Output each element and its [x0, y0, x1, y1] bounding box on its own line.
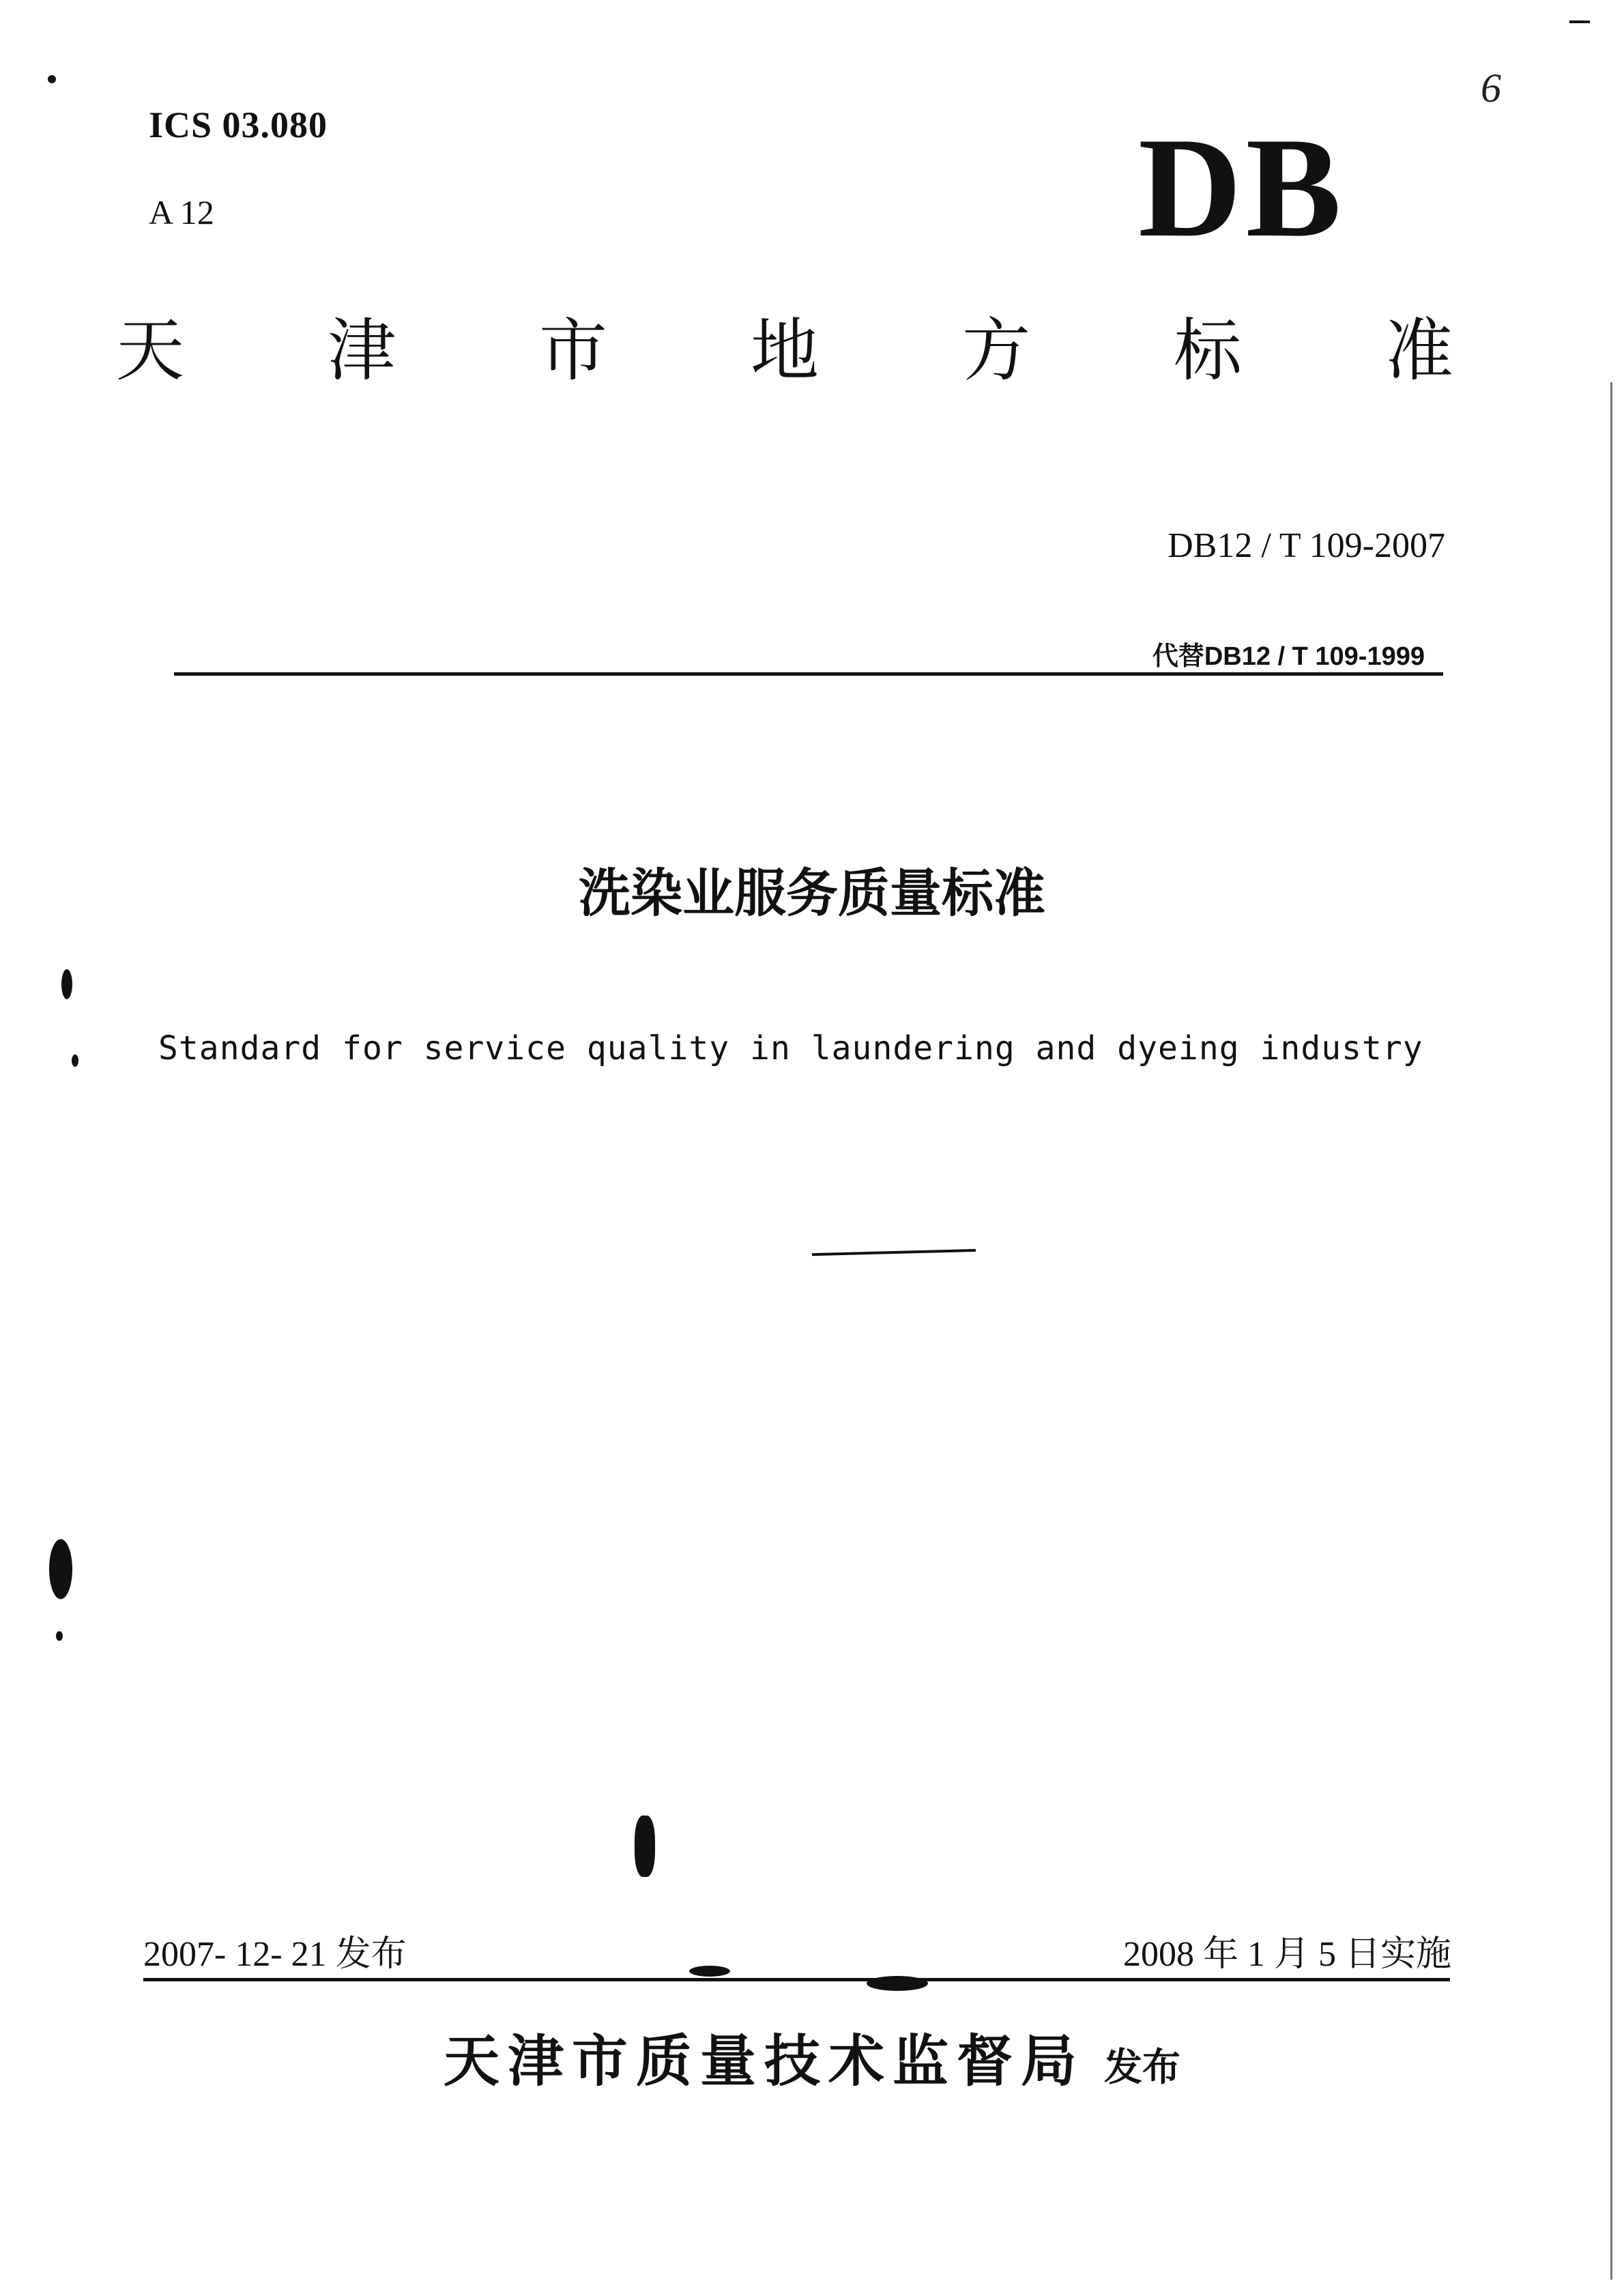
issue-date: 2007- 12- 21 发布 [143, 1935, 407, 1974]
scan-speck [49, 1539, 72, 1599]
heading-char: 方 [962, 311, 1030, 390]
heading-char: 标 [1174, 311, 1242, 390]
scan-speck [72, 1055, 78, 1067]
db-logo: DB [1138, 109, 1346, 267]
scan-speck [56, 1631, 63, 1641]
issuing-authority [0, 2017, 1624, 2097]
title-chinese: 洗染业服务质量标准 [579, 863, 1045, 923]
replaces-standard: 代替DB12 / T 109-1999 [1152, 642, 1425, 671]
footer-divider [143, 1978, 1450, 1981]
heading-char: 准 [1385, 311, 1453, 390]
scan-line [1610, 382, 1612, 2280]
handwritten-page-number: 6 [1481, 66, 1501, 111]
classification-code: A 12 [149, 193, 214, 231]
scan-speck [867, 1976, 928, 1991]
scan-line [812, 1249, 976, 1256]
heading-char: 津 [328, 311, 396, 390]
scan-line [1569, 20, 1590, 23]
standard-number: DB12 / T 109-2007 [1168, 526, 1445, 565]
scan-speck [635, 1816, 655, 1877]
issuer-name: 天津市质量技术监督局 [443, 2029, 1085, 2094]
heading-char: 天 [116, 311, 184, 390]
heading-char: 地 [751, 311, 819, 390]
standard-type-heading [116, 293, 1453, 396]
heading-char: 市 [539, 311, 607, 390]
scan-speck [689, 1966, 730, 1977]
title-english: Standard for service quality in laundering and dyeing industry [158, 1029, 1423, 1067]
scan-speck [48, 75, 56, 83]
issuer-suffix: 发布 [1104, 2046, 1180, 2090]
ics-code: ICS 03.080 [149, 104, 328, 145]
header-divider [174, 672, 1443, 676]
implementation-date: 2008 年 1 月 5 日实施 [1122, 1935, 1451, 1974]
scan-speck [61, 969, 72, 999]
